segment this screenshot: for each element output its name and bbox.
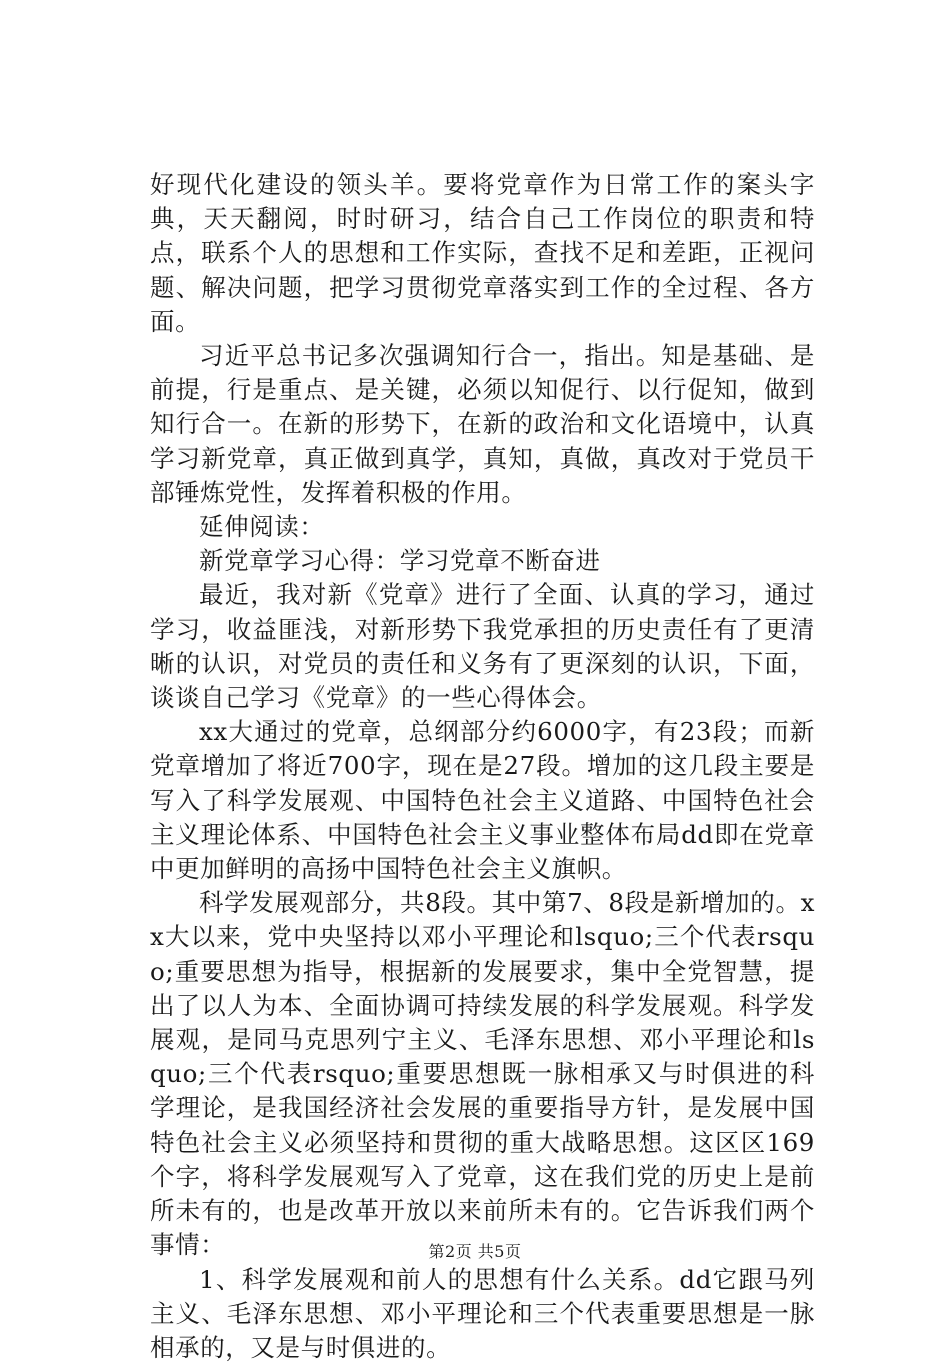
document-body xyxy=(150,168,815,1365)
page-number-label: 第2页 共5页 xyxy=(429,1242,522,1261)
page-footer xyxy=(0,1242,950,1262)
paragraph-xx-congress: xx大通过的党章，总纲部分约6000字，有23段；而新党章增加了将近700字，现在是27段。增加的这几段主要是写入了科学发展观、中国特色社会主义道路、中国特色社会主义理论体系、中国特色社会主义事业整体布局dd即在党章中更加鲜明的高扬中国特色社会主义旗帜。 xyxy=(150,715,815,886)
paragraph-scientific-outlook: 科学发展观部分，共8段。其中第7、8段是新增加的。xx大以来，党中央坚持以邓小平理论和lsquo;三个代表rsquo;重要思想为指导，根据新的发展要求，集中全党智慧，提出了以人为本、全面协调可持续发展的科学发展观。科学发展观，是同马克思列宁主义、毛泽东思想、邓小平理论和lsquo;三个代表rsquo;重要思想既一脉相承又与时俱进的科学理论，是我国经济社会发展的重要指导方针，是发展中国特色社会主义必须坚持和贯彻的重大战略思想。这区区169个字，将科学发展观写入了党章，这在我们党的历史上是前所未有的，也是改革开放以来前所未有的。它告诉我们两个事情： xyxy=(150,886,815,1262)
paragraph-extended-reading-label: 延伸阅读： xyxy=(150,510,815,544)
paragraph-zhixingheyi: 习近平总书记多次强调知行合一，指出。知是基础、是前提，行是重点、是关键，必须以知促行、以行促知，做到知行合一。在新的形势下，在新的政治和文化语境中，认真学习新党章，真正做到真学，真知，真做，真改对于党员干部锤炼党性，发挥着积极的作用。 xyxy=(150,339,815,510)
paragraph-point-one: 1、科学发展观和前人的思想有什么关系。dd它跟马列主义、毛泽东思想、邓小平理论和三个代表重要思想是一脉相承的，又是与时俱进的。 xyxy=(150,1263,815,1365)
paragraph-article-title: 新党章学习心得：学习党章不断奋进 xyxy=(150,544,815,578)
paragraph-continuation: 好现代化建设的领头羊。要将党章作为日常工作的案头字典，天天翻阅，时时研习，结合自己工作岗位的职责和特点，联系个人的思想和工作实际，查找不足和差距，正视问题、解决问题，把学习贯彻党章落实到工作的全过程、各方面。 xyxy=(150,168,815,339)
paragraph-intro: 最近，我对新《党章》进行了全面、认真的学习，通过学习，收益匪浅，对新形势下我党承担的历史责任有了更清晰的认识，对党员的责任和义务有了更深刻的认识，下面，谈谈自己学习《党章》的一些心得体会。 xyxy=(150,578,815,715)
